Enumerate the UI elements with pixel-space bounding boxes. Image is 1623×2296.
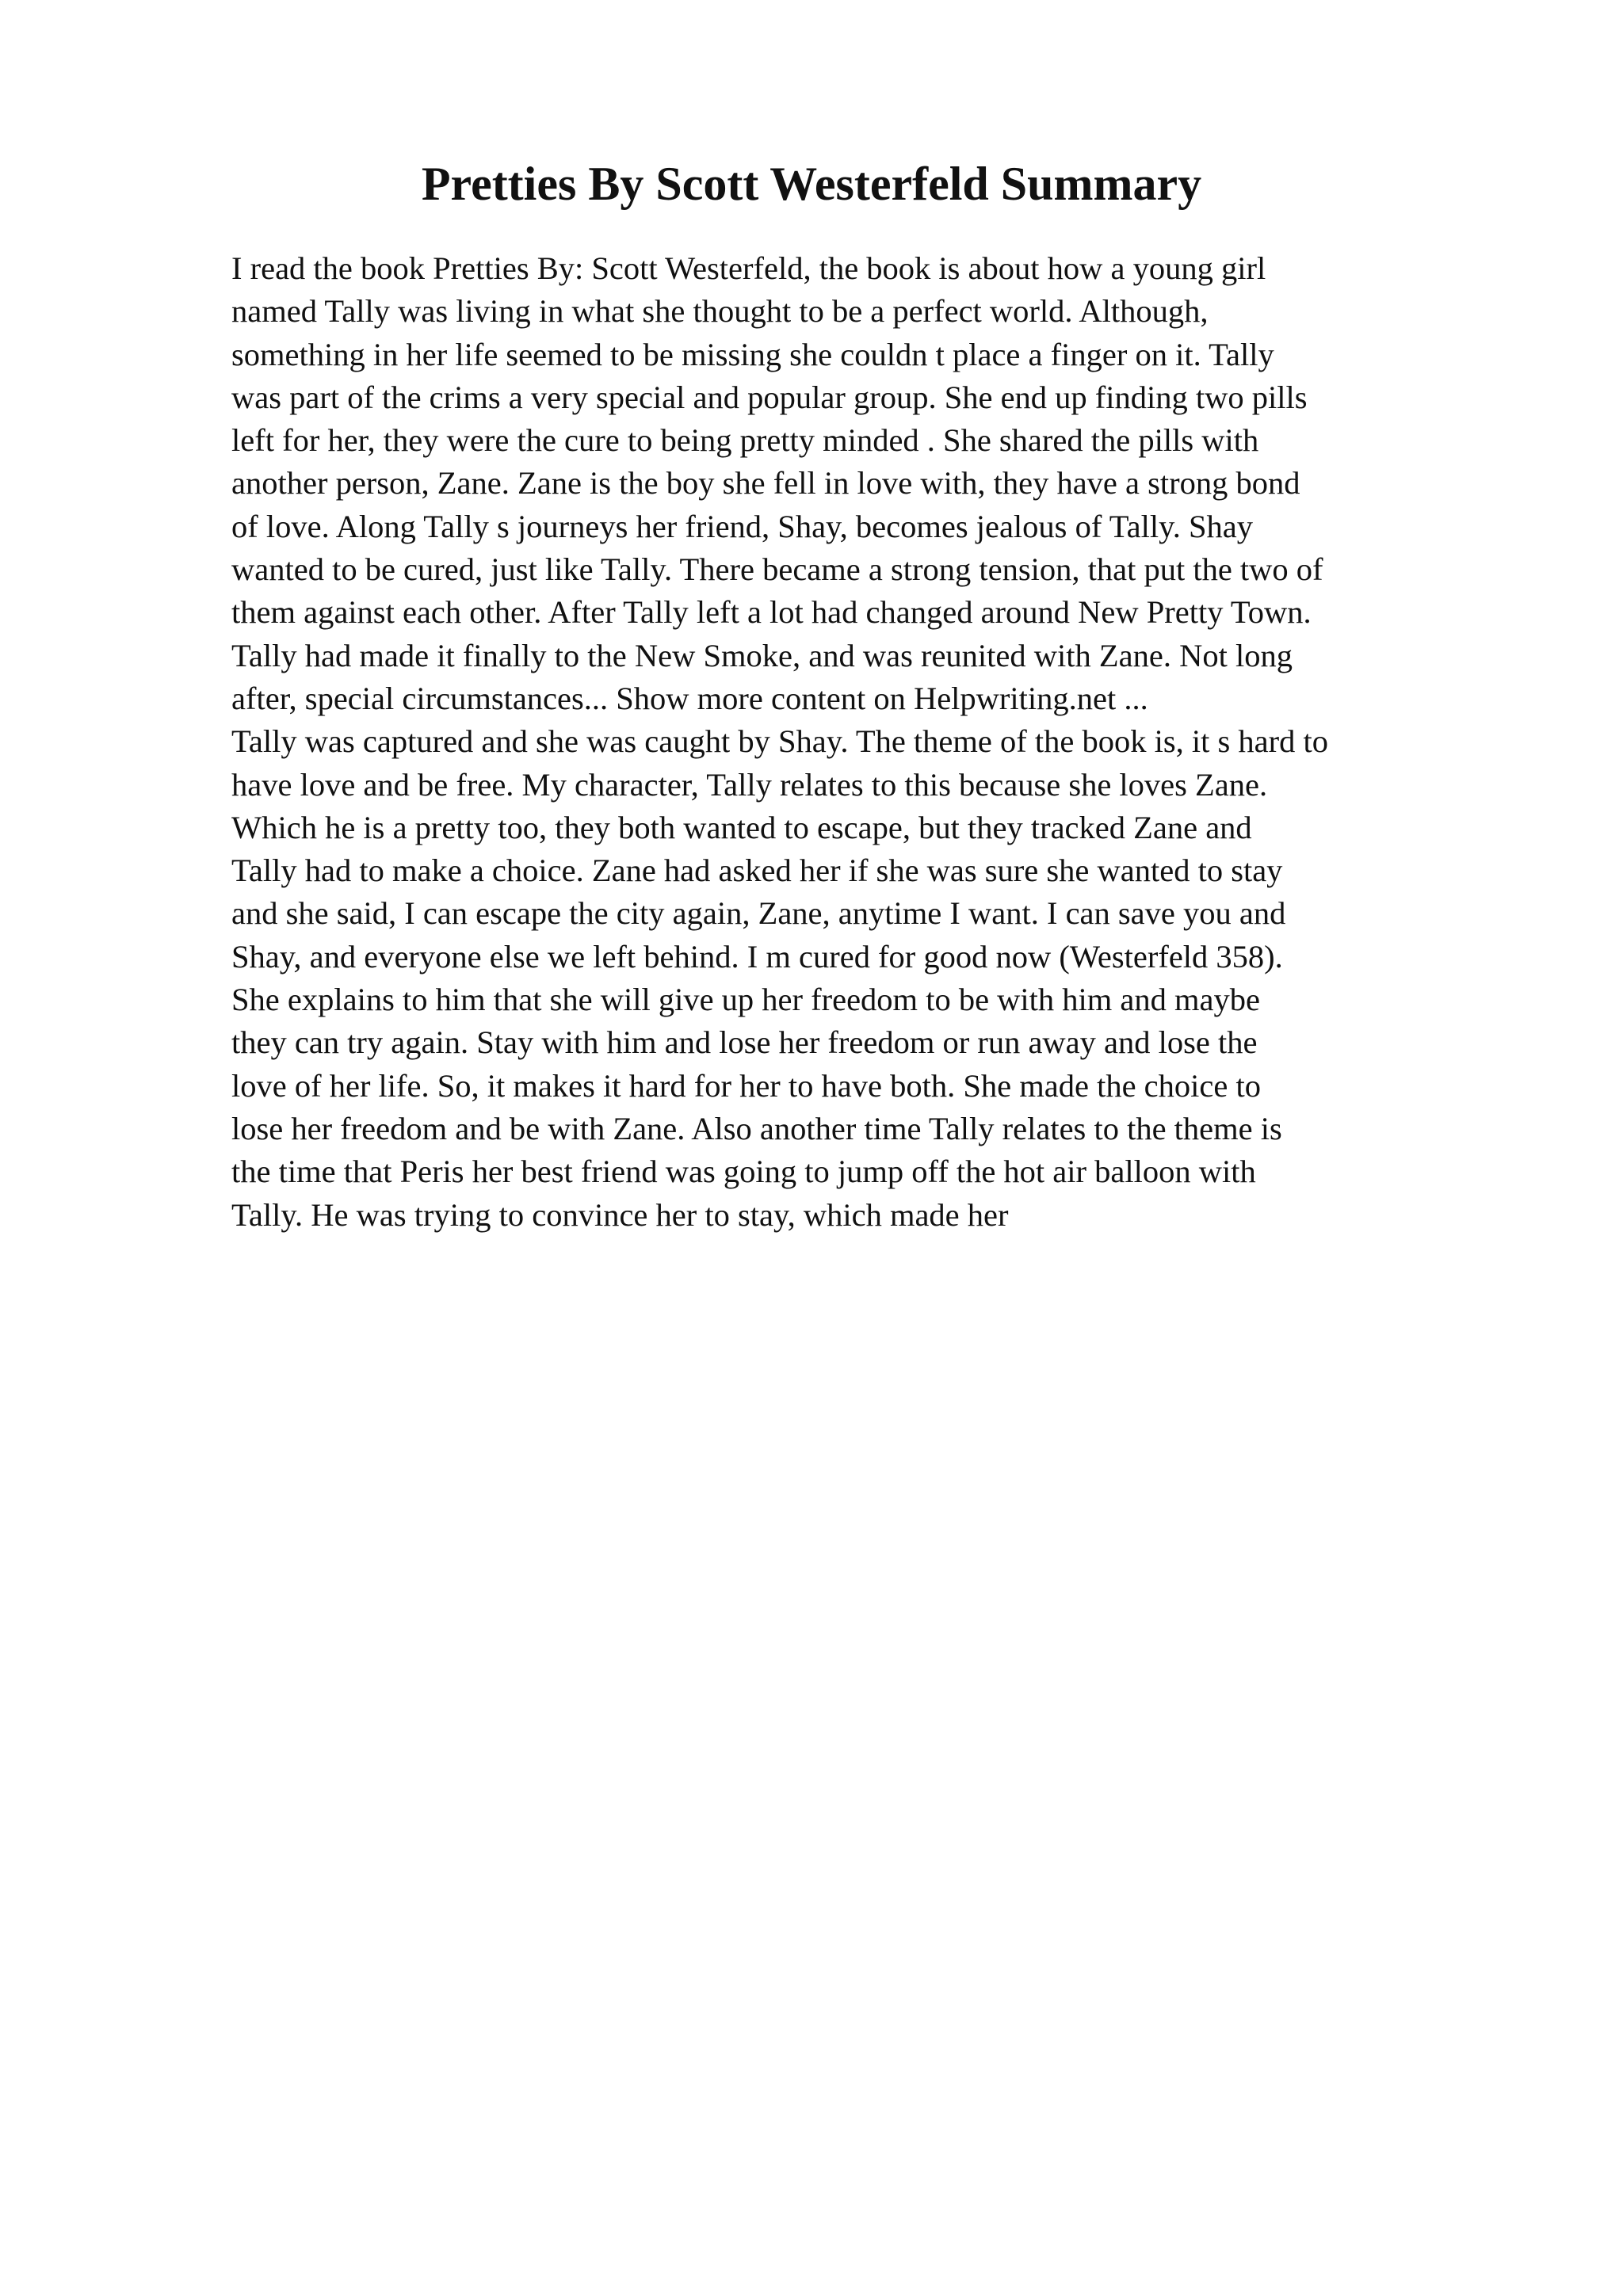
body-line: have love and be free. My character, Tally relates to this because she loves Zane. (231, 766, 1268, 803)
body-line: wanted to be cured, just like Tally. There became a strong tension, that put the two of (231, 551, 1323, 588)
body-line: the time that Peris her best friend was going to jump off the hot air balloon with (231, 1154, 1256, 1190)
body-line: of love. Along Tally s journeys her friend, Shay, becomes jealous of Tally. Shay (231, 508, 1253, 544)
body-line: left for her, they were the cure to being pretty minded . She shared the pills with (231, 422, 1259, 459)
body-line: Tally had made it finally to the New Smoke, and was reunited with Zane. Not long (231, 637, 1293, 673)
body-line: lose her freedom and be with Zane. Also another time Tally relates to the theme is (231, 1110, 1282, 1146)
document-title: Pretties By Scott Westerfeld Summary (421, 158, 1202, 210)
body-line: I read the book Pretties By: Scott Westerfeld, the book is about how a young girl (231, 250, 1266, 286)
body-line: Tally had to make a choice. Zane had asked her if she was sure she wanted to stay (231, 852, 1283, 889)
body-line: they can try again. Stay with him and lose her freedom or run away and lose the (231, 1024, 1258, 1061)
body-line: named Tally was living in what she thought to be a perfect world. Although, (231, 293, 1209, 330)
body-line: love of her life. So, it makes it hard for her to have both. She made the choice to (231, 1067, 1261, 1104)
body-line: them against each other. After Tally left a lot had changed around New Pretty Town. (231, 594, 1312, 631)
body-line: was part of the crims a very special and popular group. She end up finding two pills (231, 379, 1308, 415)
document-body (231, 247, 1594, 1237)
body-line: Tally. He was trying to convince her to stay, which made her (231, 1196, 1009, 1233)
body-line: Which he is a pretty too, they both wanted to escape, but they tracked Zane and (231, 809, 1252, 845)
body-line: and she said, I can escape the city again, Zane, anytime I want. I can save you and (231, 895, 1286, 932)
body-line: She explains to him that she will give up her freedom to be with him and maybe (231, 982, 1260, 1018)
body-line: after, special circumstances... Show more content on Helpwriting.net ... (231, 680, 1148, 716)
body-line: Shay, and everyone else we left behind. I m cured for good now (Westerfeld 358). (231, 938, 1283, 974)
body-line: something in her life seemed to be missing she couldn t place a finger on it. Tally (231, 336, 1274, 372)
body-line: another person, Zane. Zane is the boy she fell in love with, they have a strong bond (231, 465, 1300, 502)
body-line: Tally was captured and she was caught by Shay. The theme of the book is, it s hard to (231, 723, 1328, 760)
